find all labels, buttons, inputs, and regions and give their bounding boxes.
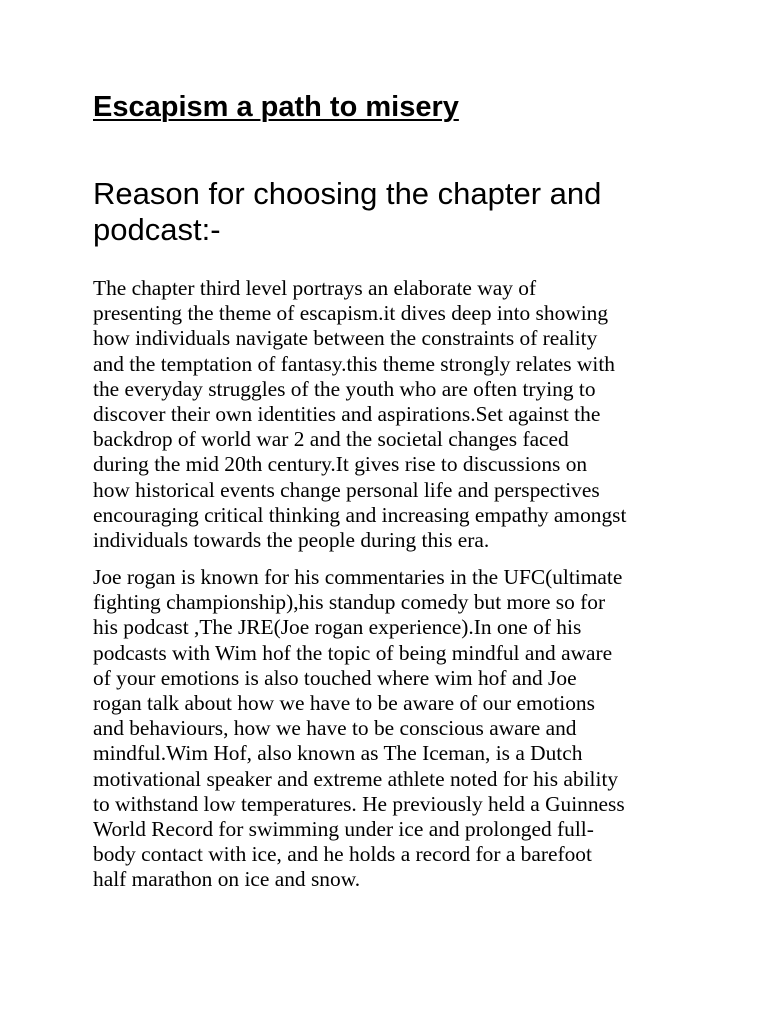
paragraph-line: discover their own identities and aspirations.Set against the: [93, 401, 601, 426]
document-title: Escapism a path to misery: [93, 91, 459, 123]
paragraph-line: half marathon on ice and snow.: [93, 867, 361, 892]
paragraph-line: his podcast ,The JRE(Joe rogan experience).In one of his: [93, 615, 582, 640]
paragraph-line: World Record for swimming under ice and prolonged full-: [93, 816, 594, 841]
paragraph-line: body contact with ice, and he holds a record for a barefoot: [93, 842, 592, 867]
paragraph-line: of your emotions is also touched where wim hof and Joe: [93, 665, 577, 690]
paragraph-line: Joe rogan is known for his commentaries in the UFC(ultimate: [93, 565, 623, 589]
paragraph-line: and the temptation of fantasy.this theme strongly relates with: [93, 351, 615, 376]
paragraph-line: backdrop of world war 2 and the societal changes faced: [93, 427, 569, 452]
paragraph-line: motivational speaker and extreme athlete noted for his ability: [93, 766, 619, 791]
paragraph-line: rogan talk about how we have to be aware of our emotions: [93, 690, 595, 715]
paragraph-line: to withstand low temperatures. He previously held a Guinness: [93, 791, 625, 816]
paragraph-line: presenting the theme of escapism.it dives deep into showing: [93, 301, 609, 326]
paragraph-line: podcasts with Wim hof the topic of being mindful and aware: [93, 640, 613, 665]
paragraph-line: and behaviours, how we have to be conscious aware and: [93, 716, 577, 741]
paragraph-line: the everyday struggles of the youth who are often trying to: [93, 376, 596, 401]
paragraph-chapter: [93, 276, 626, 553]
paragraph-line: encouraging critical thinking and increasing empathy amongst: [93, 502, 627, 527]
paragraph-podcast: [93, 565, 625, 892]
paragraph-line: how individuals navigate between the constraints of reality: [93, 326, 598, 351]
paragraph-line: The chapter third level portrays an elaborate way of: [93, 276, 537, 300]
paragraph-line: during the mid 20th century.It gives rise to discussions on: [93, 452, 588, 477]
paragraph-line: mindful.Wim Hof, also known as The Iceman, is a Dutch: [93, 741, 583, 766]
paragraph-line: individuals towards the people during this era.: [93, 527, 490, 552]
paragraph-line: how historical events change personal life and perspectives: [93, 477, 600, 502]
section-heading: Reason for choosing the chapter and podcast:-: [93, 176, 602, 247]
paragraph-line: fighting championship),his standup comedy but more so for: [93, 590, 606, 615]
